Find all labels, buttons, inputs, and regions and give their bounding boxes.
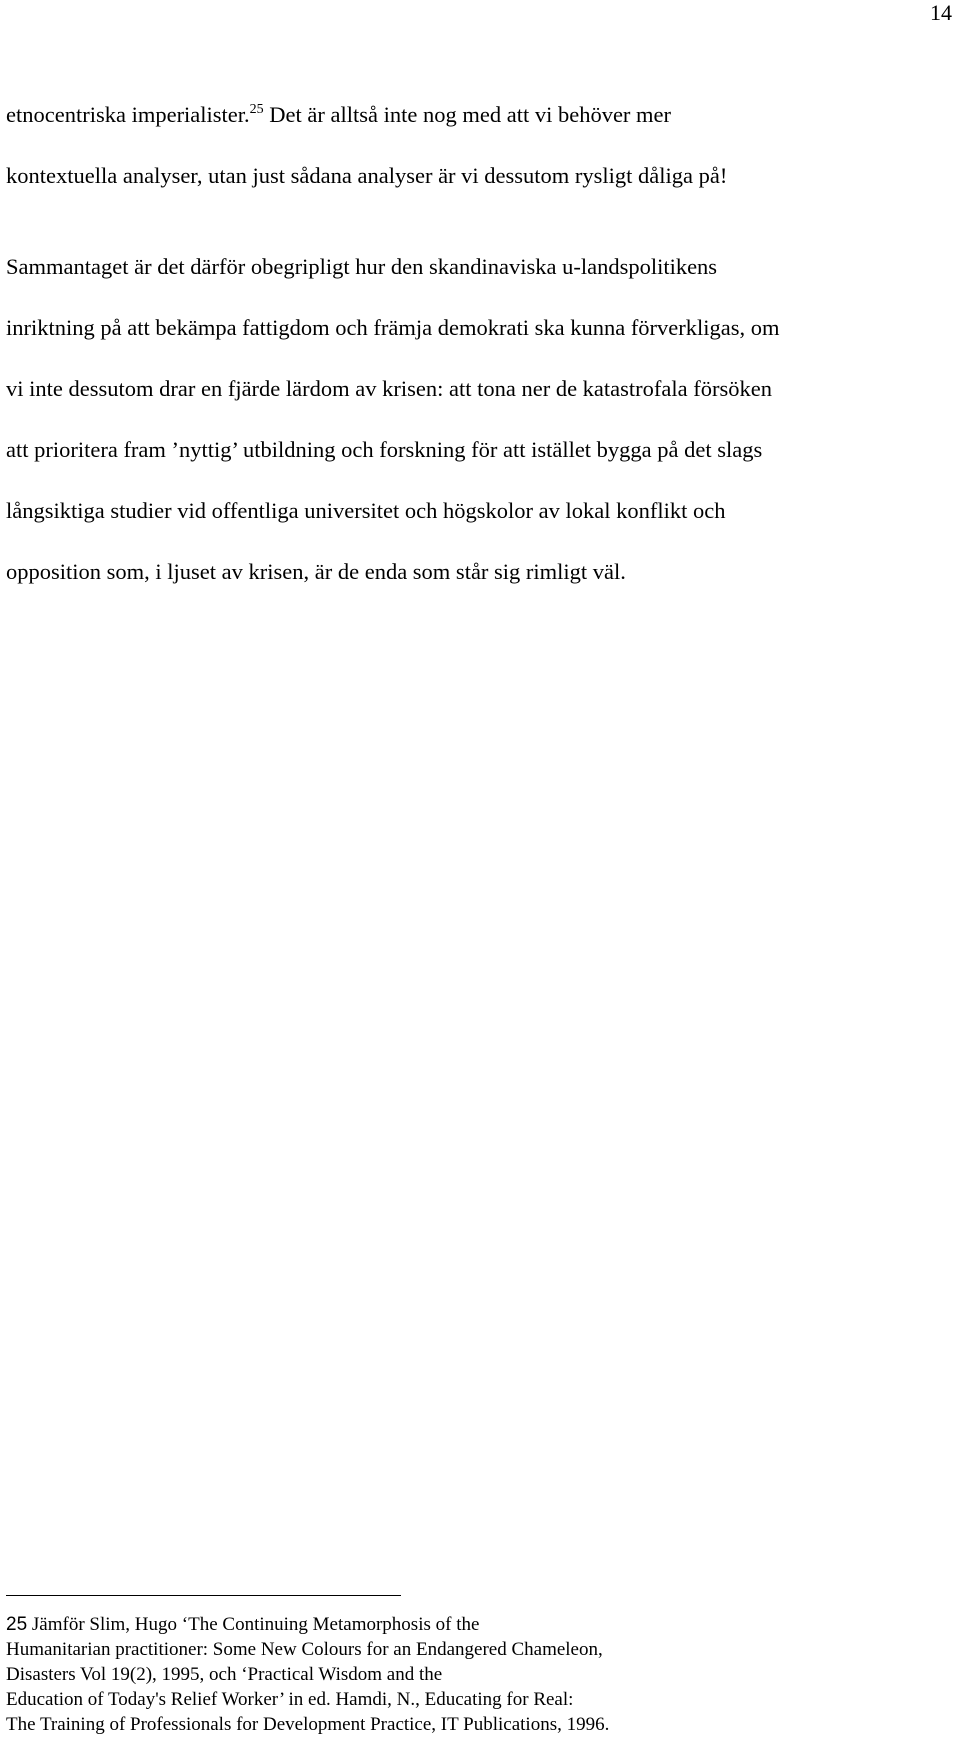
footnote-line: Education of Today's Relief Worker’ in ed. Hamdi, N., Educating for Real:: [6, 1689, 574, 1710]
footnote-line: The Training of Professionals for Development Practice, IT Publications, 1996.: [6, 1714, 610, 1735]
paragraph-1-line-1-end: Det är alltså inte nog med att vi behöver mer: [263, 102, 672, 127]
paragraph-2-line: Sammantaget är det därför obegripligt hur den skandinaviska u-landspolitikens: [6, 254, 718, 279]
paragraph-1-line-1-start: etnocentriska imperialister.: [6, 102, 250, 127]
footnote-separator: [6, 1595, 401, 1596]
paragraph-1-line-2: kontextuella analyser, utan just sådana analyser är vi dessutom rysligt dåliga på!: [6, 163, 728, 188]
paragraph-gap: [6, 206, 956, 236]
paragraph-2-line: långsiktiga studier vid offentliga universitet och högskolor av lokal konflikt och: [6, 498, 726, 523]
footnote: [6, 1612, 956, 1737]
paragraph-2-line: vi inte dessutom drar en fjärde lärdom av krisen: att tona ner de katastrofala försöken: [6, 376, 772, 401]
body-text: [6, 84, 956, 602]
footnote-line: [6, 1612, 956, 1637]
footnote-line: Humanitarian practitioner: Some New Colours for an Endangered Chameleon,: [6, 1639, 603, 1660]
paragraph-2-line: inriktning på att bekämpa fattigdom och främja demokrati ska kunna förverkligas, om: [6, 315, 780, 340]
paragraph-2-line: att prioritera fram ’nyttig’ utbildning och forskning för att istället bygga på det slags: [6, 437, 763, 462]
paragraph-2-line: opposition som, i ljuset av krisen, är de enda som står sig rimligt väl.: [6, 559, 626, 584]
footnote-line-1-text: Jämför Slim, Hugo ‘The Continuing Metamorphosis of the: [27, 1614, 480, 1635]
page-number: 14: [930, 0, 952, 25]
footnote-reference[interactable]: 25: [249, 102, 264, 117]
paragraph-1-line-1: [6, 84, 956, 145]
footnote-line: Disasters Vol 19(2), 1995, och ‘Practical Wisdom and the: [6, 1664, 443, 1685]
footnote-mark: 25: [6, 1614, 28, 1635]
